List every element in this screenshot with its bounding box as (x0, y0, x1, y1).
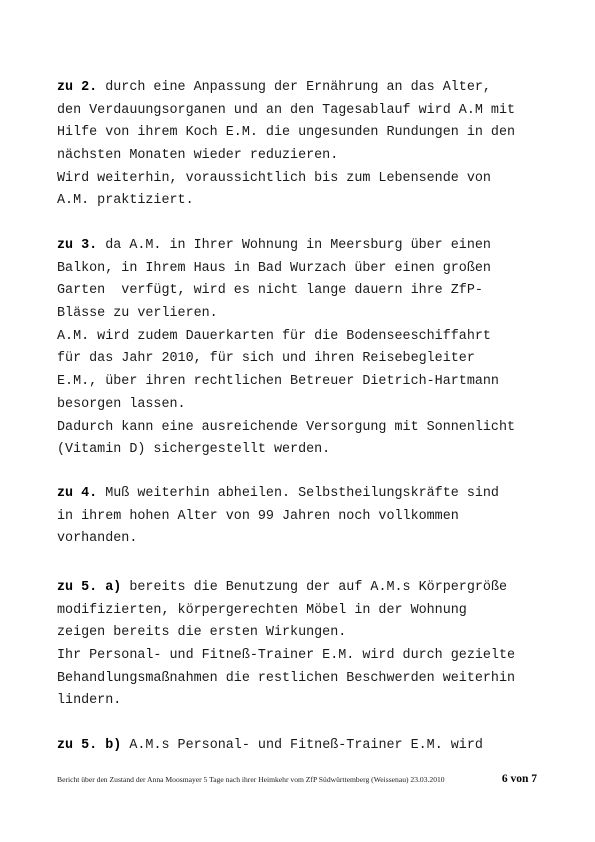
line-text: A.M.s Personal- und Fitneß-Trainer E.M. wird (121, 738, 483, 753)
line-text: bereits die Benutzung der auf A.M.s Körpergröße (121, 580, 508, 595)
text-line (57, 235, 547, 258)
text-line: Balkon, in Ihrem Haus in Bad Wurzach über einen großen (57, 260, 491, 276)
text-line (57, 577, 547, 600)
section-zu-2 (57, 77, 547, 213)
text-line: vorhanden. (57, 531, 138, 547)
section-label: zu 5. a) (57, 580, 122, 595)
text-line: Ihr Personal- und Fitneß-Trainer E.M. wird durch gezielte (57, 648, 516, 664)
text-line: den Verdauungsorganen und an den Tagesablauf wird A.M mit (57, 102, 516, 118)
text-line: Blässe zu verlieren. (57, 306, 218, 322)
text-line: Garten verfügt, wird es nicht lange dauern ihre ZfP- (57, 283, 483, 299)
text-line: zeigen bereits die ersten Wirkungen. (57, 625, 347, 641)
footer-text: Bericht über den Zustand der Anna Moosmayer 5 Tage nach ihrer Heimkehr vom ZfP Südwürttemberg (Weissenau) 23.03.2010 (57, 775, 445, 784)
section-label: zu 2. (57, 80, 98, 95)
line-text: da A.M. in Ihrer Wohnung in Meersburg über einen (97, 238, 491, 253)
text-line (57, 77, 547, 100)
text-line: A.M. wird zudem Dauerkarten für die Bodenseeschiffahrt (57, 328, 491, 344)
section-label: zu 4. (57, 486, 98, 501)
text-line (57, 483, 547, 506)
text-line: für das Jahr 2010, für sich und ihren Reisebegleiter (57, 351, 475, 367)
text-line: besorgen lassen. (57, 396, 186, 412)
section-zu-4 (57, 483, 547, 551)
section-zu-5b (57, 735, 547, 758)
line-text: Muß weiterhin abheilen. Selbstheilungskräfte sind (97, 486, 499, 501)
text-line: Wird weiterhin, voraussichtlich bis zum Lebensende von (57, 170, 491, 186)
page-number: 6 von 7 (501, 773, 537, 785)
text-line: lindern. (57, 693, 122, 709)
text-line (57, 735, 547, 758)
page-footer (57, 775, 537, 784)
text-line: nächsten Monaten wieder reduzieren. (57, 148, 339, 164)
text-line: (Vitamin D) sichergestellt werden. (57, 442, 331, 458)
section-label: zu 5. b) (57, 738, 122, 753)
line-text: durch eine Anpassung der Ernährung an das Alter, (97, 80, 491, 95)
text-line: in ihrem hohen Alter von 99 Jahren noch vollkommen (57, 508, 459, 524)
text-line: E.M., über ihren rechtlichen Betreuer Dietrich-Hartmann (57, 374, 499, 390)
section-zu-5a (57, 577, 547, 713)
section-label: zu 3. (57, 238, 98, 253)
text-line: Dadurch kann eine ausreichende Versorgung mit Sonnenlicht (57, 419, 516, 435)
text-line: Hilfe von ihrem Koch E.M. die ungesunden Rundungen in den (57, 125, 516, 141)
text-line: A.M. praktiziert. (57, 193, 194, 209)
section-zu-3 (57, 235, 547, 462)
text-line: Behandlungsmaßnahmen die restlichen Beschwerden weiterhin (57, 670, 516, 686)
text-line: modifizierten, körpergerechten Möbel in der Wohnung (57, 602, 467, 618)
